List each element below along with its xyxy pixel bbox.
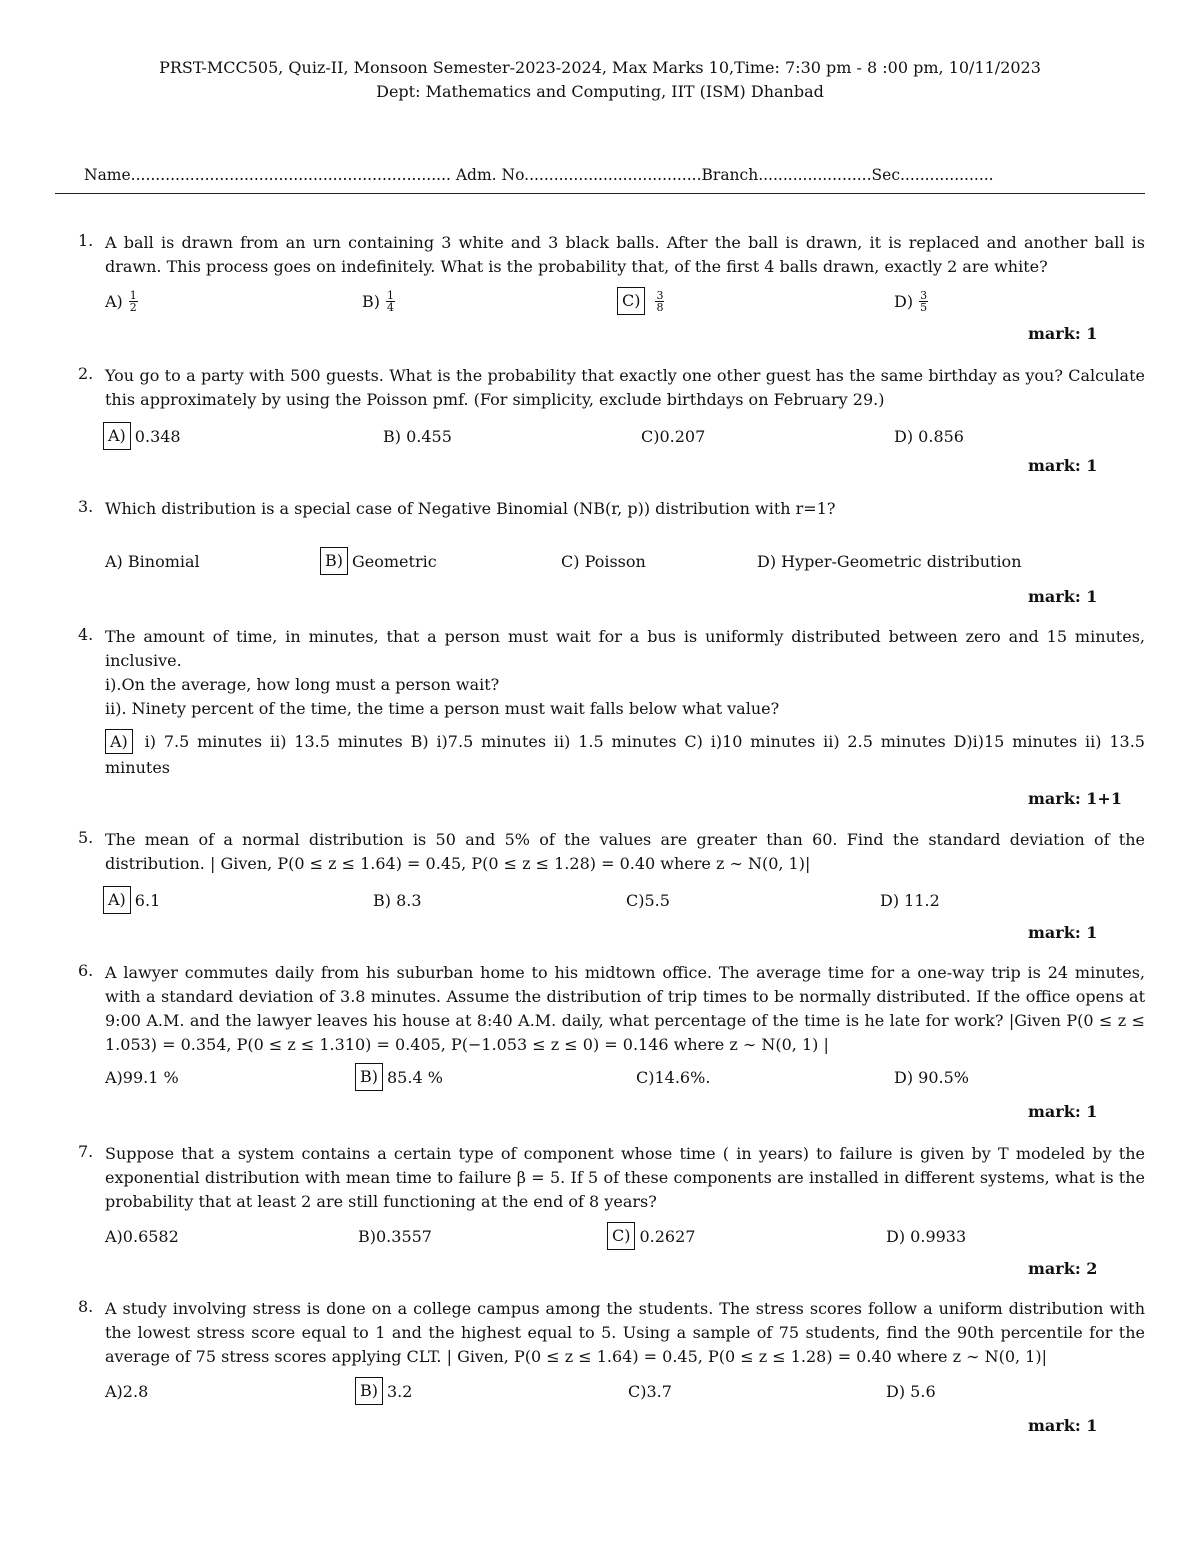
question-text xyxy=(105,231,1145,279)
option-text: 0.6582 xyxy=(122,1226,179,1246)
option-label: A) xyxy=(105,1381,123,1401)
mark-label: mark: xyxy=(1028,324,1081,343)
options-row xyxy=(105,1220,1145,1252)
correct-answer-box: B) xyxy=(320,547,348,575)
question-number: 5. xyxy=(78,828,94,847)
mark-value: 1 xyxy=(1086,587,1098,606)
option-a[interactable] xyxy=(105,1375,148,1407)
option-fraction xyxy=(386,290,395,313)
fraction-numerator: 1 xyxy=(387,288,394,302)
option-text: Geometric xyxy=(352,551,437,571)
question-4-mark xyxy=(1028,789,1122,808)
question-text xyxy=(105,497,1145,521)
option-d[interactable] xyxy=(757,545,1022,577)
question-number: 6. xyxy=(78,961,94,980)
option-label: C) xyxy=(561,551,580,571)
option-label: D) xyxy=(886,1381,906,1401)
option-text: 0.856 xyxy=(918,426,964,446)
fraction-denominator: 8 xyxy=(656,300,664,314)
question-text xyxy=(105,1142,1145,1214)
inline-options xyxy=(105,729,1145,781)
option-label: D) xyxy=(894,1067,914,1087)
mark-label: mark: xyxy=(1028,923,1081,942)
question-7-mark xyxy=(1028,1259,1097,1278)
header-department: Dept: Mathematics and Computing, IIT (ISM) Dhanbad xyxy=(376,82,824,101)
mark-label: mark: xyxy=(1028,1416,1081,1435)
question-5 xyxy=(78,828,1145,916)
option-text: 0.348 xyxy=(134,426,181,446)
option-d[interactable] xyxy=(880,884,940,916)
option-label: D) xyxy=(894,291,914,311)
option-b-correct[interactable] xyxy=(355,1375,412,1407)
option-text: 99.1 % xyxy=(122,1067,179,1087)
option-text: 0.2627 xyxy=(639,1226,696,1246)
question-2-mark xyxy=(1028,456,1097,475)
option-a[interactable] xyxy=(105,1220,179,1252)
option-b[interactable] xyxy=(362,285,395,317)
option-b[interactable] xyxy=(373,884,422,916)
question-number: 4. xyxy=(78,625,94,644)
question-text xyxy=(105,364,1145,412)
mark-value: 1 xyxy=(1086,456,1098,475)
question-1 xyxy=(78,231,1145,317)
question-line: Which distribution is a special case of Negative Binomial (NB(r, p)) distribution with r=1? xyxy=(105,499,836,518)
option-a-correct[interactable] xyxy=(103,884,160,916)
option-label: C) xyxy=(628,1381,647,1401)
option-text: 6.1 xyxy=(134,890,161,910)
fraction-numerator: 1 xyxy=(129,288,137,302)
option-label: B) xyxy=(373,890,391,910)
options-row xyxy=(105,545,1145,577)
mark-value: 2 xyxy=(1086,1259,1098,1278)
question-2 xyxy=(78,364,1145,452)
question-line: ii). Ninety percent of the time, the time a person must wait falls below what value? xyxy=(105,699,780,718)
option-label: B) xyxy=(358,1226,376,1246)
question-3 xyxy=(78,497,1145,577)
option-text: 3.7 xyxy=(646,1381,672,1401)
option-a[interactable] xyxy=(105,1061,179,1093)
question-number: 2. xyxy=(78,364,94,383)
option-text: 0.207 xyxy=(659,426,706,446)
option-text: 0.3557 xyxy=(376,1226,432,1246)
option-label: A) xyxy=(105,291,123,311)
option-d[interactable] xyxy=(894,285,928,317)
question-number: 3. xyxy=(78,497,94,516)
option-fraction xyxy=(129,290,138,313)
option-d[interactable] xyxy=(886,1375,936,1407)
mark-label: mark: xyxy=(1028,1259,1081,1278)
question-text xyxy=(105,625,1145,721)
correct-answer-box: A) xyxy=(103,886,131,914)
fraction-numerator: 3 xyxy=(920,288,928,302)
option-c-correct[interactable] xyxy=(617,285,664,317)
option-text: Binomial xyxy=(127,551,200,571)
question-4 xyxy=(78,625,1145,781)
options-row xyxy=(105,1375,1145,1407)
option-b[interactable] xyxy=(383,420,452,452)
options-text: i) 7.5 minutes ii) 13.5 minutes B) i)7.5 minutes ii) 1.5 minutes C) i)10 minutes ii) 2.5 minutes D)i)15 minutes ii) 13.5 minutes xyxy=(105,732,1145,777)
mark-label: mark: xyxy=(1028,456,1081,475)
option-text: 3.2 xyxy=(387,1381,413,1401)
option-label: D) xyxy=(886,1226,906,1246)
option-label: D) xyxy=(894,426,914,446)
mark-label: mark: xyxy=(1028,789,1081,808)
fraction-denominator: 5 xyxy=(920,300,928,314)
option-c[interactable] xyxy=(561,545,646,577)
option-text: 14.6%. xyxy=(654,1067,711,1087)
option-a[interactable] xyxy=(105,285,138,317)
options-row xyxy=(105,884,1145,916)
option-a-correct[interactable] xyxy=(103,420,181,452)
question-line: i).On the average, how long must a person wait? xyxy=(105,675,500,694)
option-text: 5.5 xyxy=(644,890,670,910)
correct-answer-box: C) xyxy=(617,287,645,315)
option-c-correct[interactable] xyxy=(607,1220,695,1252)
option-label: C) xyxy=(636,1067,655,1087)
correct-answer-box: B) xyxy=(355,1063,383,1091)
question-line: The amount of time, in minutes, that a person must wait for a bus is uniformly distributed between zero and 15 minutes, inclusive. xyxy=(105,627,1145,670)
option-label: B) xyxy=(362,291,380,311)
fraction-numerator: 3 xyxy=(656,288,664,302)
mark-value: 1 xyxy=(1086,1416,1098,1435)
options-row xyxy=(105,285,1145,317)
header-title: PRST-MCC505, Quiz-II, Monsoon Semester-2023-2024, Max Marks 10,Time: 7:30 pm - 8 :00 pm, 10/11/2023 xyxy=(159,58,1041,77)
question-number: 8. xyxy=(78,1297,94,1316)
option-text: 85.4 % xyxy=(387,1067,443,1087)
mark-value: 1 xyxy=(1086,324,1098,343)
question-7 xyxy=(78,1142,1145,1252)
correct-answer-box: A) xyxy=(103,422,131,450)
option-b-correct[interactable] xyxy=(320,545,437,577)
option-text: 0.455 xyxy=(406,426,452,446)
option-b[interactable] xyxy=(358,1220,432,1252)
question-line: A study involving stress is done on a college campus among the students. The stress scores follow a uniform distribution with the lowest stress score equal to 1 and the highest equal to 5. Using a sample of 75 students, find the 90th percentile for the average of 75 stress scores applying CLT. | Given, P(0 ≤ z ≤ 1.64) = 0.45, P(0 ≤ z ≤ 1.28) = 0.40 where z ∼ N(0, 1)| xyxy=(105,1299,1145,1366)
option-a[interactable] xyxy=(105,545,200,577)
fraction-denominator: 2 xyxy=(129,300,137,314)
option-text: 11.2 xyxy=(904,890,940,910)
option-d[interactable] xyxy=(886,1220,966,1252)
question-5-mark xyxy=(1028,923,1097,942)
option-c[interactable] xyxy=(628,1375,672,1407)
option-label: A) xyxy=(105,551,123,571)
option-text: Hyper-Geometric distribution xyxy=(781,551,1022,571)
option-text: 5.6 xyxy=(910,1381,936,1401)
option-text: 8.3 xyxy=(396,890,422,910)
question-line: A lawyer commutes daily from his suburban home to his midtown office. The average time for a one-way trip is 24 minutes, with a standard deviation of 3.8 minutes. Assume the distribution of trip times to be normally distributed. If the office opens at 9:00 A.M. and the lawyer leaves his house at 8:40 A.M. daily, what percentage of the time is he late for work? |Given P(0 ≤ z ≤ 1.053) = 0.354, P(0 ≤ z ≤ 1.310) = 0.405, P(−1.053 ≤ z ≤ 0) = 0.146 where z ∼ N(0, 1) | xyxy=(105,963,1145,1054)
option-text: 0.9933 xyxy=(910,1226,967,1246)
options-row xyxy=(105,420,1145,452)
correct-answer-box: B) xyxy=(355,1377,383,1405)
question-line: You go to a party with 500 guests. What is the probability that exactly one other guest has the same birthday as you? Calculate this approximately by using the Poisson pmf. (For simplicity, exclude birthdays on February 29.) xyxy=(105,366,1145,409)
question-6-mark xyxy=(1028,1102,1097,1121)
question-3-mark xyxy=(1028,587,1097,606)
question-line: A ball is drawn from an urn containing 3 white and 3 black balls. After the ball is drawn, it is replaced and another ball is drawn. This process goes on indefinitely. What is the probability that, of the first 4 balls drawn, exactly 2 are white? xyxy=(105,233,1145,276)
question-line: Suppose that a system contains a certain type of component whose time ( in years) to failure is given by T modeled by the exponential distribution with mean time to failure β = 5. If 5 of these components are installed in different systems, what is the probability that at least 2 are still functioning at the end of 8 years? xyxy=(105,1144,1145,1211)
option-text: 90.5% xyxy=(918,1067,969,1087)
option-label: B) xyxy=(383,426,401,446)
option-label: A) xyxy=(105,1226,123,1246)
option-label: C) xyxy=(641,426,660,446)
question-number: 1. xyxy=(78,231,94,250)
mark-value: 1 xyxy=(1086,1102,1098,1121)
option-c[interactable] xyxy=(641,420,705,452)
header-divider xyxy=(55,193,1145,194)
option-c[interactable] xyxy=(626,884,670,916)
question-6 xyxy=(78,961,1145,1093)
question-text xyxy=(105,961,1145,1057)
option-label: A) xyxy=(105,1067,123,1087)
options-row xyxy=(105,1061,1145,1093)
correct-answer-box: C) xyxy=(607,1222,635,1250)
mark-value: 1 xyxy=(1086,923,1098,942)
mark-label: mark: xyxy=(1028,1102,1081,1121)
option-fraction xyxy=(919,290,928,313)
question-text xyxy=(105,1297,1145,1369)
fraction-denominator: 4 xyxy=(387,300,394,314)
option-label: D) xyxy=(757,551,777,571)
option-c[interactable] xyxy=(636,1061,710,1093)
mark-label: mark: xyxy=(1028,587,1081,606)
option-text: 2.8 xyxy=(122,1381,149,1401)
question-8 xyxy=(78,1297,1145,1407)
correct-answer-box[interactable]: A) xyxy=(105,729,133,754)
option-label: C) xyxy=(626,890,645,910)
mark-value: 1+1 xyxy=(1086,789,1122,808)
option-label: D) xyxy=(880,890,900,910)
question-8-mark xyxy=(1028,1416,1097,1435)
option-fraction xyxy=(655,290,664,313)
option-d[interactable] xyxy=(894,1061,969,1093)
question-line: The mean of a normal distribution is 50 and 5% of the values are greater than 60. Find the standard deviation of the distribution. | Given, P(0 ≤ z ≤ 1.64) = 0.45, P(0 ≤ z ≤ 1.28) = 0.40 where z ∼ N(0, 1)| xyxy=(105,830,1145,873)
question-1-mark xyxy=(1028,324,1097,343)
option-b-correct[interactable] xyxy=(355,1061,443,1093)
student-info-line: Name................................................................. Adm. No....................................Branch.......................Sec................... xyxy=(84,166,994,184)
option-d[interactable] xyxy=(894,420,964,452)
question-number: 7. xyxy=(78,1142,94,1161)
question-text xyxy=(105,828,1145,876)
option-text: Poisson xyxy=(584,551,646,571)
